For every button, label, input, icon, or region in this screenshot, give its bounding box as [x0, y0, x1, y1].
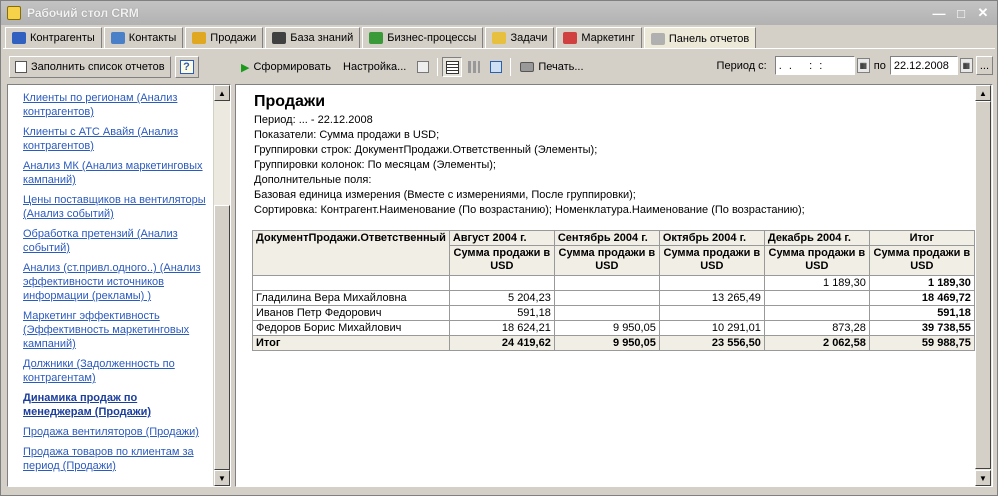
scroll-up-arrow-icon[interactable]: ▲	[975, 85, 991, 101]
settings-label: Настройка...	[343, 61, 407, 73]
fill-reports-button[interactable]	[9, 56, 171, 78]
report-toolbar	[235, 54, 993, 80]
report-link-sales-by-client[interactable]: Продажа товаров по клиентам за период (Продажи)	[23, 446, 194, 472]
tab-biznes-processy[interactable]	[362, 27, 483, 48]
people-icon	[12, 32, 26, 44]
period-to-value: 22.12.2008	[893, 59, 949, 72]
calendar-from-icon[interactable]: ▦	[857, 58, 870, 73]
report-title: Продажи	[254, 93, 326, 110]
total-value-cell: 24 419,62	[449, 336, 554, 351]
bar-chart-icon	[468, 61, 480, 73]
calendar-to-icon[interactable]: ▦	[960, 58, 973, 73]
row-header-label: ДокументПродажи.Ответственный	[256, 232, 446, 244]
period-to-field[interactable]	[890, 56, 958, 75]
maximize-button[interactable]: □	[957, 5, 965, 21]
table-header-row	[253, 231, 975, 246]
value-cell	[554, 276, 659, 291]
column-header: Итог	[869, 231, 974, 246]
tab-zadachi[interactable]	[485, 27, 554, 48]
value-cell: 10 291,01	[659, 321, 764, 336]
tab-label: Панель отчетов	[668, 32, 750, 45]
title-bar	[1, 1, 997, 25]
report-link-fan-sales[interactable]: Продажа вентиляторов (Продажи)	[23, 426, 199, 438]
tab-strip	[5, 27, 758, 48]
total-value-cell: 23 556,50	[659, 336, 764, 351]
settings-icon	[417, 61, 429, 73]
table-row[interactable]	[253, 321, 975, 336]
list-icon	[15, 61, 27, 73]
tab-kontakty[interactable]	[104, 27, 184, 48]
reports-list[interactable]	[7, 84, 231, 487]
scroll-up-arrow-icon[interactable]: ▲	[214, 85, 230, 101]
subheader-cell: Сумма продажи в USD	[449, 246, 554, 276]
report-scrollbar[interactable]	[975, 85, 992, 486]
value-cell: 1 189,30	[764, 276, 869, 291]
grid-icon	[446, 61, 459, 74]
help-icon: ?	[180, 60, 194, 74]
app-icon	[7, 6, 21, 20]
row-name-cell: Гладилина Вера Михайловна	[253, 291, 450, 306]
print-label: Печать...	[538, 61, 584, 73]
value-cell: 873,28	[764, 321, 869, 336]
value-cell: 18 624,21	[449, 321, 554, 336]
chart-view-button[interactable]	[464, 57, 484, 77]
layout-icon	[490, 61, 502, 73]
value-cell	[554, 306, 659, 321]
total-label-cell: Итог	[253, 336, 450, 351]
printer-icon	[520, 62, 534, 72]
window-title: Рабочий стол CRM	[27, 6, 139, 20]
play-icon: ▶	[241, 61, 250, 74]
report-meta-base-unit: Базовая единица измерения (Вместе с измерениями, После группировки);	[254, 189, 636, 201]
subheader-cell: Сумма продажи в USD	[764, 246, 869, 276]
value-cell	[554, 291, 659, 306]
tab-prodazhi[interactable]	[185, 27, 263, 48]
total-value-cell: 9 950,05	[554, 336, 659, 351]
scroll-thumb[interactable]	[975, 101, 991, 469]
print-button[interactable]	[514, 56, 589, 78]
report-link-sales-dynamics[interactable]: Динамика продаж по менеджерам (Продажи)	[23, 392, 151, 418]
report-meta-col-groups: Группировки колонок: По месяцам (Элементы);	[254, 159, 496, 171]
toolbar-separator	[510, 58, 511, 76]
tab-kontragenty[interactable]	[5, 27, 102, 48]
row-name-cell	[253, 276, 450, 291]
report-link-mk-analysis[interactable]: Анализ МК (Анализ маркетинговых кампаний)	[23, 160, 203, 186]
total-value-cell: 59 988,75	[869, 336, 974, 351]
scroll-down-arrow-icon[interactable]: ▼	[214, 470, 230, 486]
form-report-label: Сформировать	[253, 61, 332, 73]
report-meta-extra-fields: Дополнительные поля:	[254, 174, 372, 186]
table-row[interactable]	[253, 306, 975, 321]
grand-total-row[interactable]	[253, 336, 975, 351]
subheader-cell: Сумма продажи в USD	[659, 246, 764, 276]
report-icon	[651, 33, 665, 45]
scroll-down-arrow-icon[interactable]: ▼	[975, 470, 991, 486]
settings-icon-button[interactable]	[413, 57, 433, 77]
value-cell	[659, 276, 764, 291]
tab-label: Задачи	[510, 32, 548, 44]
period-to-label: по	[873, 59, 886, 72]
reports-list-pane	[7, 54, 231, 487]
report-pane	[235, 54, 993, 487]
tab-label: База знаний	[290, 32, 354, 44]
book-icon	[272, 32, 286, 44]
row-name-cell: Иванов Петр Федорович	[253, 306, 450, 321]
column-header: Октябрь 2004 г.	[659, 231, 764, 246]
report-link-debtors[interactable]: Должники (Задолженность по контрагентам)	[23, 358, 175, 384]
report-meta-sorting: Сортировка: Контрагент.Наименование (По возрастанию); Номенклатура.Наименование (По возрастанию);	[254, 204, 805, 216]
period-more-label: ...	[979, 59, 989, 72]
table-row[interactable]	[253, 291, 975, 306]
tab-panel-otchetov[interactable]	[644, 27, 756, 49]
total-value-cell: 591,18	[869, 306, 974, 321]
value-cell	[449, 276, 554, 291]
list-scrollbar[interactable]	[213, 85, 230, 486]
value-cell: 9 950,05	[554, 321, 659, 336]
form-report-button[interactable]	[235, 56, 337, 78]
task-icon	[492, 32, 506, 44]
period-more-button[interactable]	[976, 56, 993, 75]
total-value-cell: 18 469,72	[869, 291, 974, 306]
process-icon	[369, 32, 383, 44]
scroll-thumb[interactable]	[214, 205, 230, 470]
subheader-cell: Сумма продажи в USD	[554, 246, 659, 276]
value-cell	[659, 306, 764, 321]
report-meta-period: Период: ... - 22.12.2008	[254, 114, 373, 126]
coins-icon	[192, 32, 206, 44]
tab-marketing[interactable]	[556, 27, 641, 48]
column-header: Август 2004 г.	[449, 231, 554, 246]
total-value-cell: 39 738,55	[869, 321, 974, 336]
value-cell: 5 204,23	[449, 291, 554, 306]
tab-baza-znaniy[interactable]	[265, 27, 360, 48]
tab-label: Контакты	[128, 32, 177, 44]
help-button[interactable]	[175, 56, 199, 78]
row-name-cell: Федоров Борис Михайлович	[253, 321, 450, 336]
table-row[interactable]	[253, 276, 975, 291]
column-header: Декабрь 2004 г.	[764, 231, 869, 246]
total-value-cell: 1 189,30	[869, 276, 974, 291]
fill-reports-label: Заполнить список отчетов	[31, 61, 165, 73]
report-link-clients-regions[interactable]: Клиенты по регионам (Анализ контрагентов)	[23, 92, 178, 118]
row-header-cell	[253, 231, 450, 276]
subheader-cell: Сумма продажи в USD	[869, 246, 974, 276]
value-cell: 13 265,49	[659, 291, 764, 306]
report-link-claims[interactable]: Обработка претензий (Анализ событий)	[23, 228, 178, 254]
tab-label: Маркетинг	[581, 32, 635, 44]
report-link-ad-efficiency[interactable]: Анализ (ст.привл.одного..) (Анализ эффективности источников информации (рекламы) )	[23, 262, 201, 302]
report-link-clients-avaya[interactable]: Клиенты с АТС Авайя (Анализ контрагентов)	[23, 126, 179, 152]
tab-label: Бизнес-процессы	[387, 32, 477, 44]
report-document[interactable]	[235, 84, 993, 487]
report-link-marketing-efficiency[interactable]: Маркетинг эффективность (Эффективность маркетинговых кампаний)	[23, 310, 190, 350]
settings-button[interactable]	[337, 56, 412, 78]
report-meta-indicators: Показатели: Сумма продажи в USD;	[254, 129, 440, 141]
close-button[interactable]: ✕	[977, 5, 989, 20]
report-link-supplier-prices[interactable]: Цены поставщиков на вентиляторы (Анализ событий)	[23, 194, 206, 220]
minimize-button[interactable]: —	[932, 5, 946, 21]
value-cell	[764, 291, 869, 306]
puzzle-icon	[563, 32, 577, 44]
period-selector	[717, 56, 993, 75]
column-header: Сентябрь 2004 г.	[554, 231, 659, 246]
period-from-label: Период с:	[716, 59, 767, 72]
value-cell: 591,18	[449, 306, 554, 321]
layout-button[interactable]	[486, 57, 506, 77]
report-table	[252, 230, 975, 351]
report-meta-row-groups: Группировки строк: ДокументПродажи.Ответственный (Элементы);	[254, 144, 598, 156]
period-from-field[interactable]	[775, 56, 855, 75]
tab-label: Продажи	[210, 32, 257, 44]
value-cell	[764, 306, 869, 321]
contacts-icon	[111, 32, 125, 44]
grid-view-button[interactable]	[442, 57, 462, 77]
tab-label: Контрагенты	[30, 32, 95, 44]
toolbar-separator	[437, 58, 438, 76]
total-value-cell: 2 062,58	[764, 336, 869, 351]
tab-divider	[3, 48, 995, 49]
period-from-value: . . : :	[778, 59, 825, 72]
